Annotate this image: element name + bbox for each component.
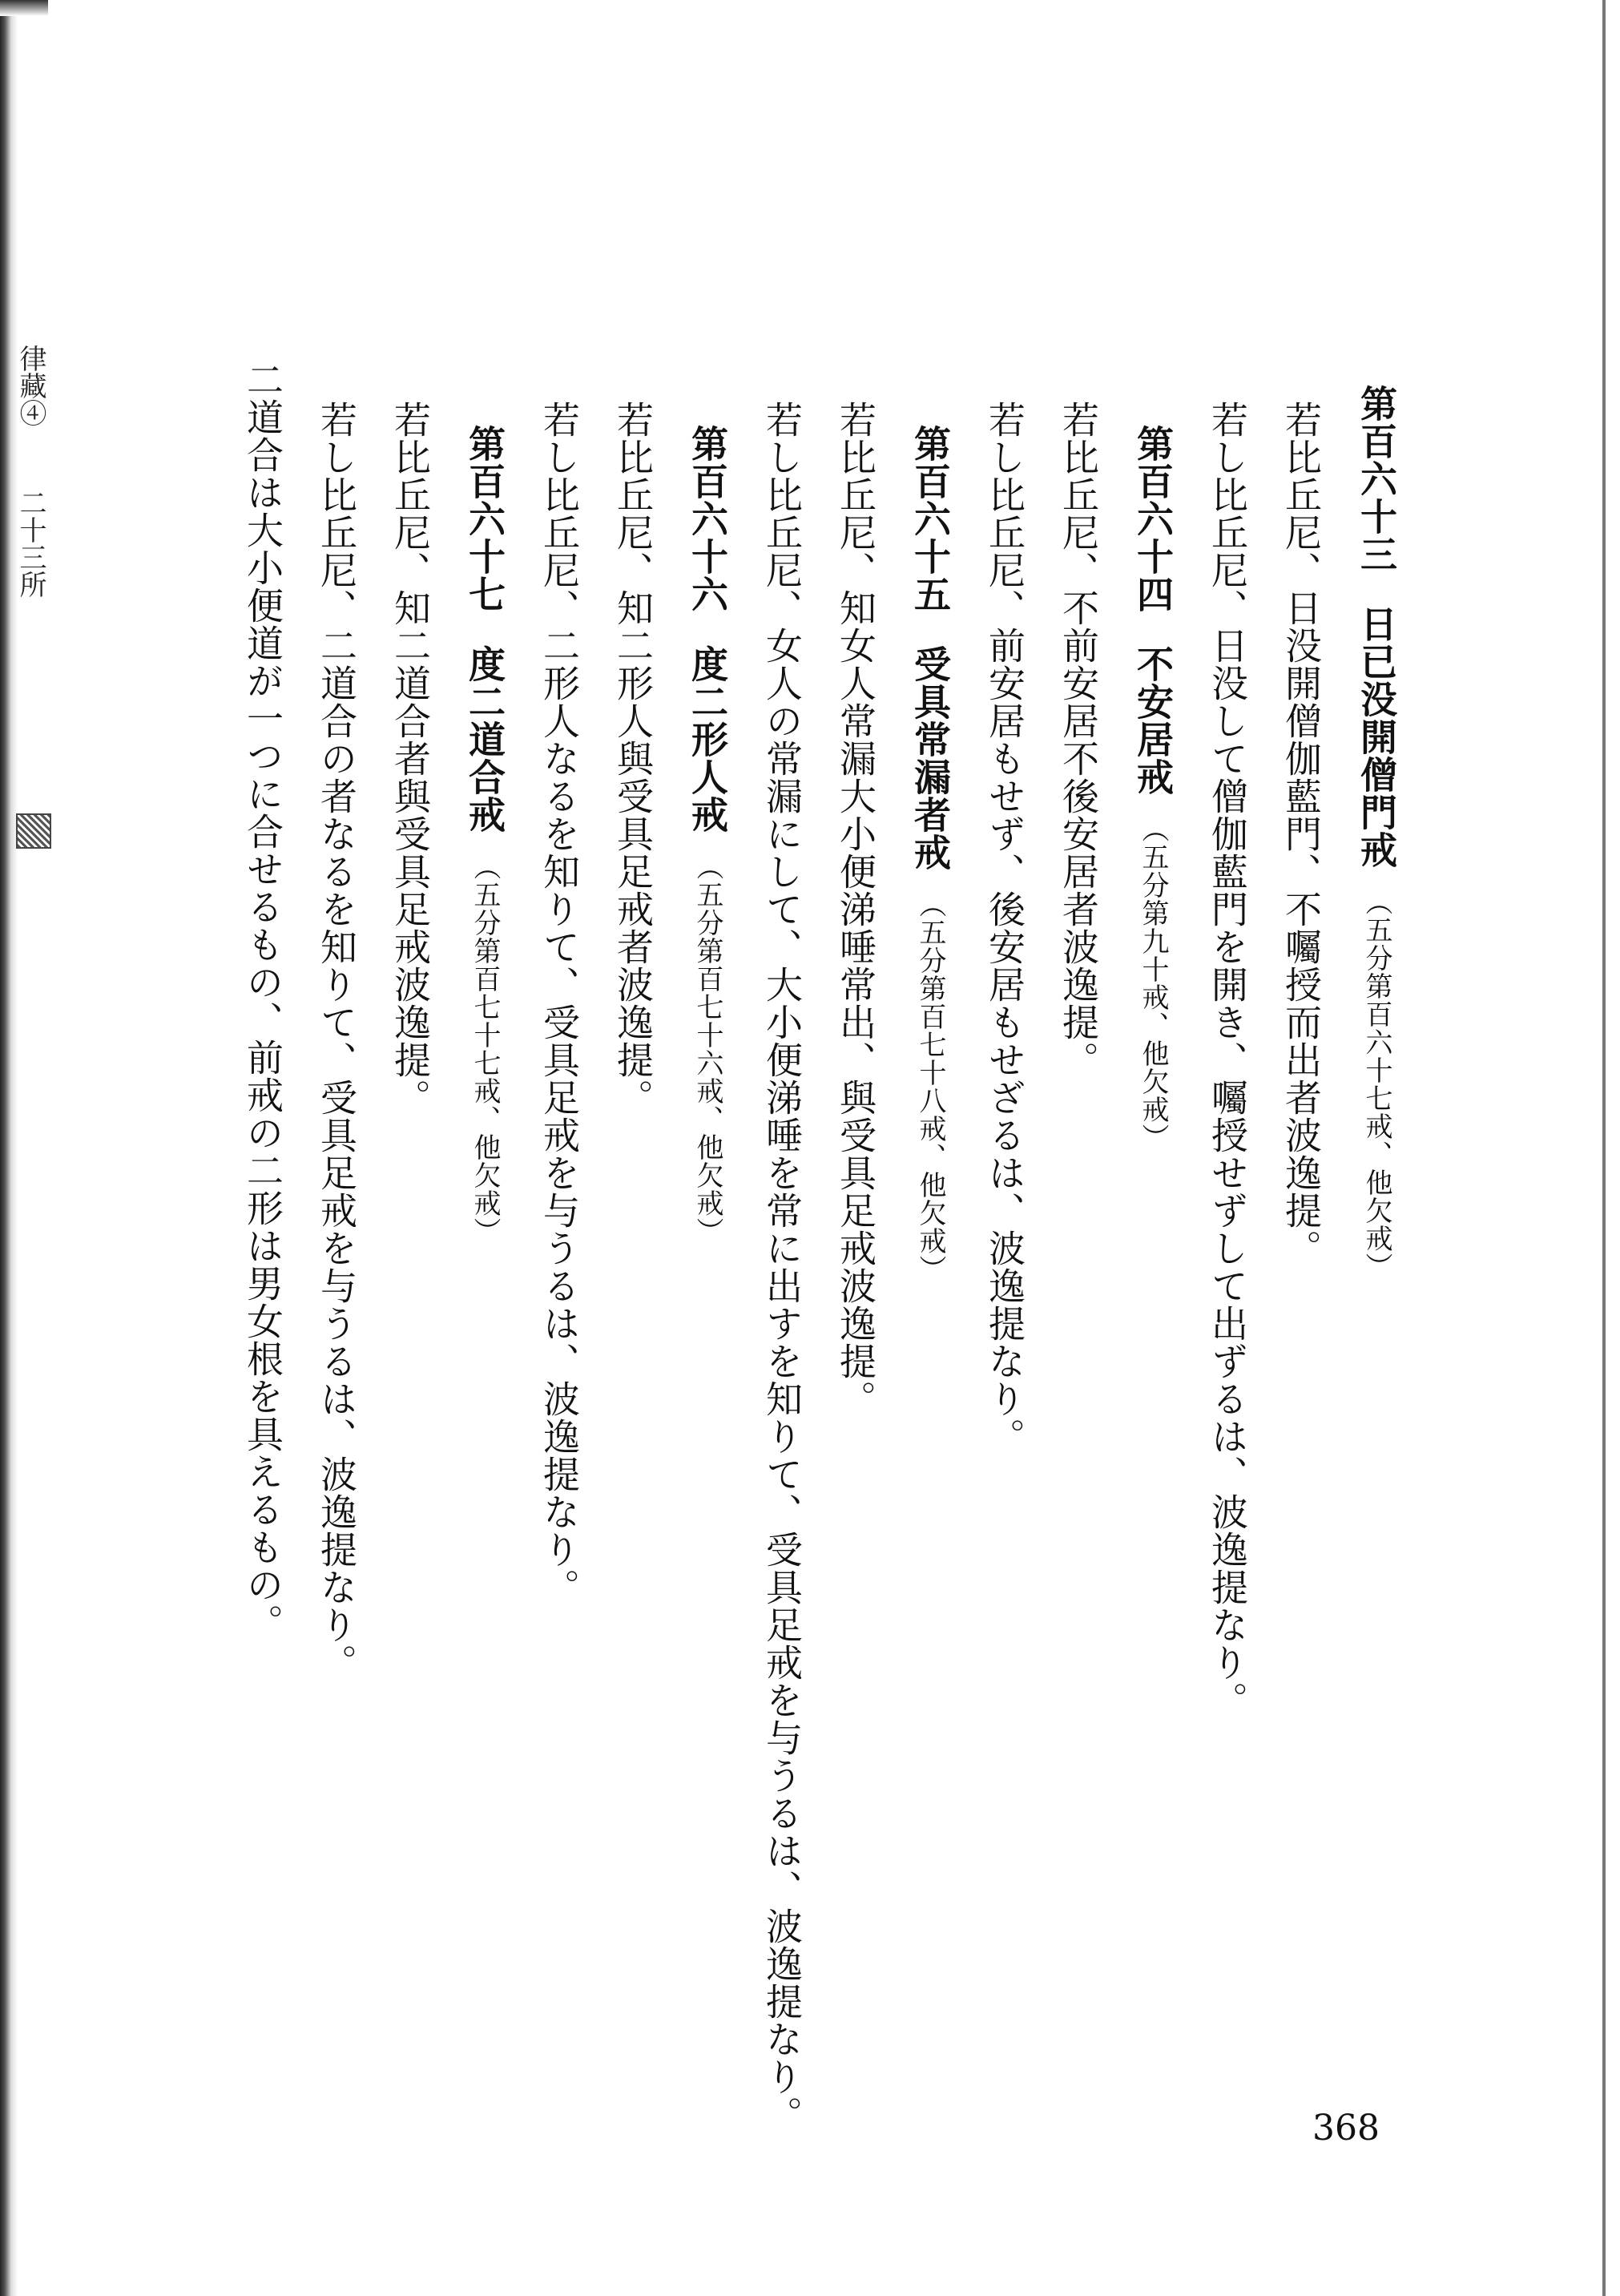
rule-163-note: （五分第百六十七戒、他欠戒） xyxy=(1360,888,1392,1281)
rule-167-note: （五分第百七十七戒、他欠戒） xyxy=(469,853,501,1245)
scan-corner-mark xyxy=(0,0,48,16)
rule-164-title: 不安居戒 xyxy=(1131,645,1175,796)
rule-165-title: 受具常漏者戒 xyxy=(909,645,952,871)
rule-165-number: 第百六十五 xyxy=(909,425,952,613)
rule-165-original: 若比丘尼、知女人常漏大小便涕唾常出、與受具足戒波逸提。 xyxy=(834,401,877,1418)
page-number: 368 xyxy=(1312,2108,1380,2149)
rule-166-number: 第百六十六 xyxy=(686,425,729,613)
rule-167-title: 度二道合戒 xyxy=(463,645,506,833)
margin-stamp-icon xyxy=(16,813,51,849)
scan-right-edge xyxy=(1602,0,1606,2296)
rule-166-title: 度二形人戒 xyxy=(686,645,729,833)
rule-167-heading xyxy=(462,425,507,1245)
margin-series-label: 律藏④ xyxy=(14,345,46,426)
rule-166-note: （五分第百七十六戒、他欠戒） xyxy=(691,853,723,1245)
rule-165-note: （五分第百七十八戒、他欠戒） xyxy=(914,890,946,1283)
rule-163-reading: 若し比丘尼、日没して僧伽藍門を開き、囑授せずして出ずるは、波逸提なり。 xyxy=(1206,401,1249,1719)
rule-163-number: 第百六十三 xyxy=(1355,385,1398,573)
rule-164-heading xyxy=(1130,425,1175,1152)
rule-165-heading xyxy=(908,425,953,1283)
rule-165-reading: 若し比丘尼、女人の常漏にして、大小便涕唾を常に出すを知りて、受具足戒を与うるは、波逸提なり。 xyxy=(760,401,804,2133)
rule-166-reading: 若し比丘尼、二形人なるを知りて、受具足戒を与うるは、波逸提なり。 xyxy=(538,401,581,1606)
margin-section-label: 二十三所 xyxy=(14,489,46,598)
rule-164-original: 若比丘尼、不前安居不後安居者波逸提。 xyxy=(1057,401,1100,1079)
rule-164-reading: 若し比丘尼、前安居もせず、後安居もせざるは、波逸提なり。 xyxy=(983,401,1026,1455)
rule-163-original: 若比丘尼、日没開僧伽藍門、不囑授而出者波逸提。 xyxy=(1279,401,1323,1267)
rule-164-number: 第百六十四 xyxy=(1131,425,1175,613)
rule-163-heading xyxy=(1354,385,1399,1281)
rule-167-original: 若比丘尼、知二道合者與受具足戒波逸提。 xyxy=(389,401,432,1116)
rule-164-note: （五分第九十戒、他欠戒） xyxy=(1137,815,1169,1152)
rule-163-title: 日已没開僧門戒 xyxy=(1355,605,1398,869)
rule-167-number: 第百六十七 xyxy=(463,425,506,613)
rule-166-original: 若比丘尼、知二形人與受具足戒者波逸提。 xyxy=(611,401,655,1116)
rule-167-reading: 若し比丘尼、二道合の者なるを知りて、受具足戒を与うるは、波逸提なり。 xyxy=(315,401,358,1681)
rule-166-heading xyxy=(685,425,730,1245)
rule-167-commentary: 二道合は大小便道が一つに合せるもの、前戒の二形は男女根を具えるもの。 xyxy=(241,361,284,1641)
